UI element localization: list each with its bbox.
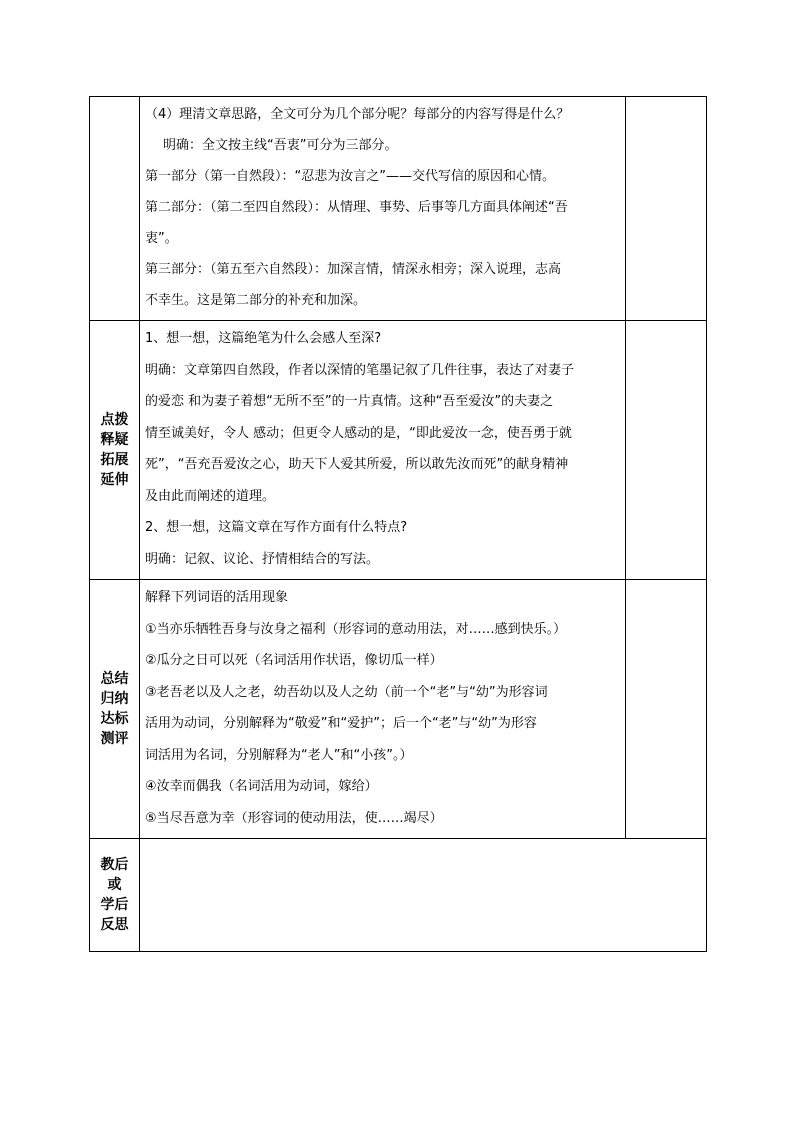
section-label: 点拨	[100, 412, 129, 428]
lesson-plan-table	[89, 96, 707, 952]
section-label: 释疑	[100, 432, 129, 448]
section-label: 延伸	[100, 472, 129, 488]
text-line: 不幸生。这是第二部分的补充和加深。	[145, 293, 367, 308]
text-line: 2、想一想，这篇文章在写作方面有什么特点?	[145, 520, 408, 535]
text-line: 词活用为名词，分别解释为“老人”和“小孩”。）	[145, 747, 413, 763]
table-row	[90, 321, 707, 580]
section-label: 总结	[100, 671, 129, 687]
section-content	[140, 321, 625, 579]
text-line: 衷”。	[145, 231, 178, 246]
table-row	[90, 97, 707, 321]
section-label-cell	[90, 321, 140, 580]
section-content-cell	[140, 97, 626, 321]
text-line: ②瓜分之日可以死（名词活用作状语，像切瓜一样）	[145, 653, 443, 668]
text-line: 第一部分（第一自然段）：“忍悲为汝言之”——交代写信的原因和心情。	[145, 169, 555, 184]
section-label: 达标	[100, 711, 129, 727]
section-label: 拓展	[100, 452, 129, 468]
section-label: 归纳	[100, 691, 129, 707]
section-label: 学后	[100, 897, 129, 913]
text-line: ④汝幸而偶我（名词活用为动词，嫁给）	[145, 779, 378, 794]
section-content-cell	[140, 580, 626, 839]
text-line: 1、想一想，这篇绝笔为什么会感人至深?	[145, 331, 382, 346]
notes-cell	[626, 580, 707, 839]
notes-cell	[626, 97, 707, 321]
table-row	[90, 580, 707, 839]
text-line: 死”，“吾充吾爱汝之心，助天下人爱其所爱，所以敢先汝而死”的献身精神	[145, 457, 569, 472]
section-label-cell	[90, 580, 140, 839]
table-row	[90, 839, 707, 952]
text-line: 情至诚美好，令人 感动；但更令人感动的是，“即此爱汝一念，使吾勇于就	[145, 425, 572, 441]
text-line: ③老吾老以及人之老，幼吾幼以及人之幼（前一个“老”与“幼”为形容词	[145, 684, 548, 700]
text-line: 及由此而阐述的道理。	[145, 488, 276, 504]
section-label: 教后	[100, 857, 129, 873]
section-label-cell	[90, 97, 140, 321]
section-label: 或	[107, 877, 122, 893]
text-line: ①当亦乐牺牲吾身与汝身之福利（形容词的意动用法，对……感到快乐。）	[145, 621, 567, 637]
section-label: 测评	[100, 731, 129, 747]
section-label: 反思	[100, 917, 129, 933]
section-content	[140, 580, 625, 838]
text-line: 明确：文章第四自然段，作者以深情的笔墨记叙了几件往事，表达了对妻子	[145, 362, 575, 378]
text-line: 第三部分：（第五至六自然段）：加深言情，情深永相旁；深入说理，志高	[145, 262, 562, 277]
section-content	[140, 97, 625, 320]
text-line: （4）理清文章思路，全文可分为几个部分呢？每部分的内容写得是什么？	[145, 107, 570, 122]
section-label-cell	[90, 839, 140, 952]
text-line: 明确：记叙、议论、抒情相结合的写法。	[145, 551, 380, 567]
text-line: ⑤当尽吾意为幸（形容词的使动用法，使……竭尽）	[145, 810, 443, 826]
notes-cell	[626, 321, 707, 580]
section-content-cell	[140, 321, 626, 580]
text-line: 第二部分：（第二至四自然段）：从情理、事势、后事等几方面具体阐述“吾	[145, 200, 568, 215]
text-line: 明确：全文按主线“吾衷”可分为三部分。	[163, 138, 398, 153]
text-line: 解释下列词语的活用现象	[145, 590, 289, 605]
text-line: 活用为动词，分别解释为“敬爱”和“爱护”；后一个“老”与“幼”为形容	[145, 716, 537, 731]
text-line: 的爱恋 和为妻子着想“无所不至”的一片真情。这种“吾至爱汝”的夫妻之	[145, 394, 554, 409]
reflection-content-cell	[140, 839, 707, 952]
